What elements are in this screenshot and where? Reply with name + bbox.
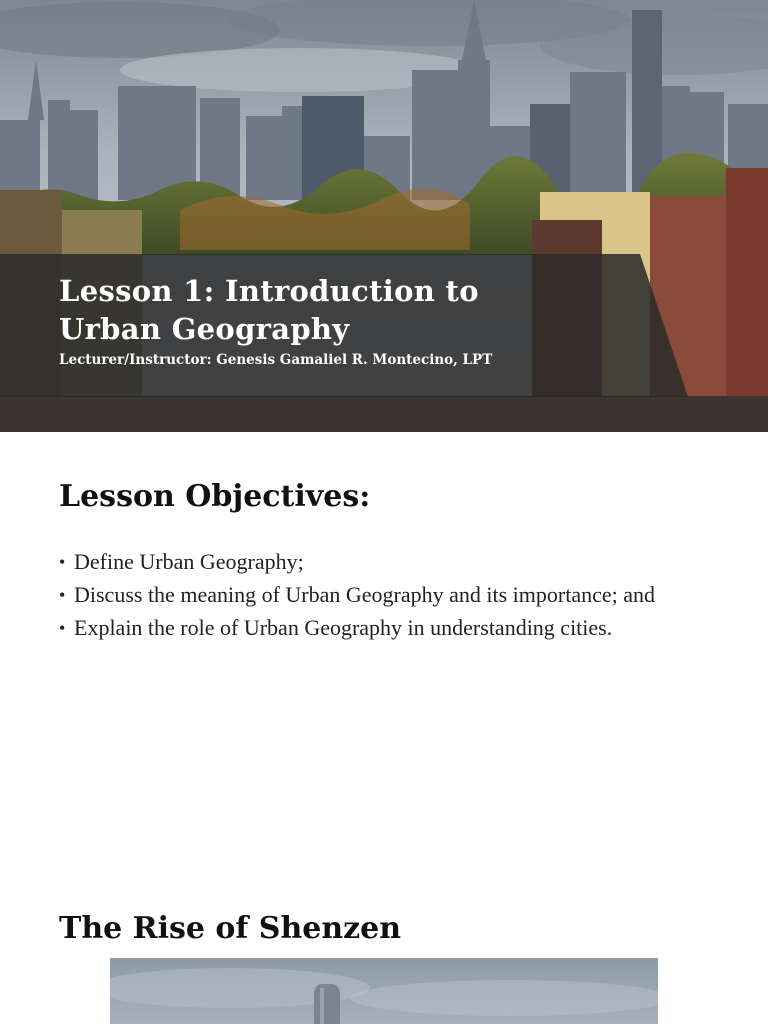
list-item [59, 550, 699, 574]
objectives-list [59, 550, 699, 649]
objective-text: Explain the role of Urban Geography in understanding cities. [74, 615, 613, 640]
shenzen-slide [0, 888, 768, 1024]
lesson-title-line-2: Urban Geography [59, 312, 350, 346]
objectives-heading: Lesson Objectives: [59, 479, 371, 514]
lesson-title-line-1: Lesson 1: Introduction to [59, 274, 479, 308]
shenzen-heading: The Rise of Shenzen [59, 911, 402, 946]
bullet-icon: • [59, 585, 66, 605]
title-slide [0, 0, 768, 432]
objectives-slide [0, 432, 768, 888]
bullet-icon: • [59, 618, 66, 638]
shenzen-photo [110, 958, 658, 1024]
list-item [59, 616, 699, 640]
objective-text: Discuss the meaning of Urban Geography and its importance; and [74, 582, 656, 607]
objective-text: Define Urban Geography; [74, 549, 304, 574]
bullet-icon: • [59, 552, 66, 572]
lesson-title [59, 272, 659, 348]
lecturer-name: Lecturer/Instructor: Genesis Gamaliel R. Montecino, LPT [59, 352, 493, 368]
list-item [59, 583, 699, 607]
